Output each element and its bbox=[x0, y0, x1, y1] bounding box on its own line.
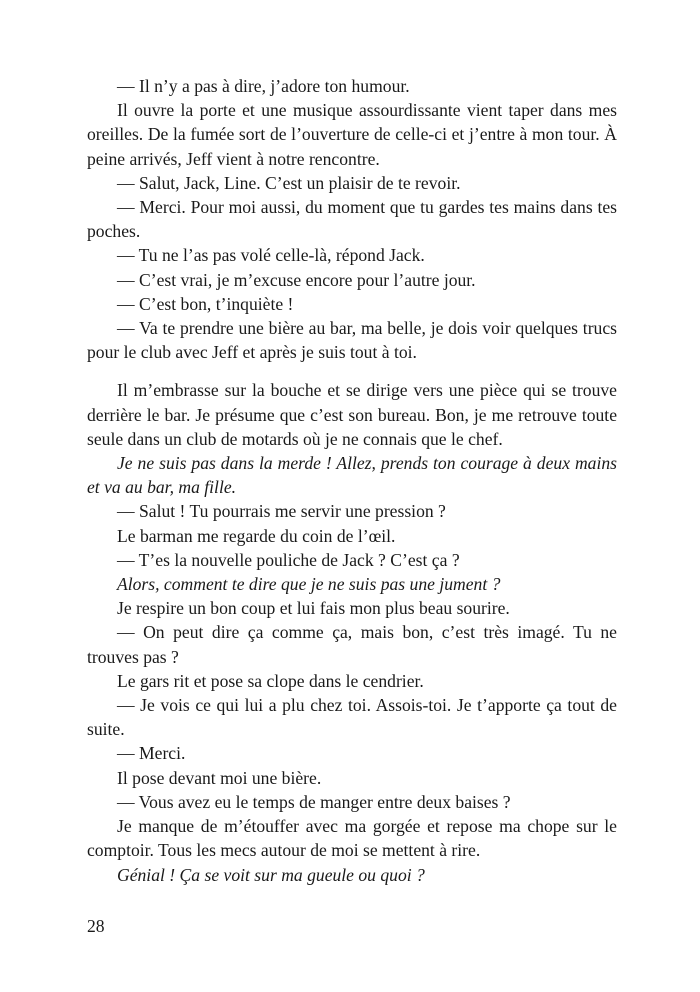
paragraph: — Salut ! Tu pourrais me servir une pression ? bbox=[117, 501, 446, 522]
italic-thought: Je ne suis pas dans la merde ! Allez, prends ton courage à deux mains et va au bar, ma fille. bbox=[87, 453, 617, 498]
paragraph: — On peut dire ça comme ça, mais bon, c’est très imagé. Tu ne trouves pas ? bbox=[87, 622, 617, 667]
paragraph: — Vous avez eu le temps de manger entre deux baises ? bbox=[117, 791, 511, 812]
paragraph: — Il n’y a pas à dire, j’adore ton humour. bbox=[117, 76, 410, 96]
paragraph: Je respire un bon coup et lui fais mon plus beau sourire. bbox=[117, 598, 510, 619]
paragraph: Il ouvre la porte et une musique assourdissante vient taper dans mes oreilles. De la fumée sort de l’ouverture de celle-ci et j’entre à mon tour. À peine arrivés, Jeff vient à notre rencontre. bbox=[87, 100, 617, 169]
paragraph: — T’es la nouvelle pouliche de Jack ? C’est ça ? bbox=[117, 549, 460, 570]
page-number: 28 bbox=[87, 916, 105, 936]
italic-thought: Alors, comment te dire que je ne suis pas une jument ? bbox=[117, 574, 501, 595]
paragraph: — Merci. Pour moi aussi, du moment que tu gardes tes mains dans tes poches. bbox=[87, 197, 617, 242]
paragraph: Le gars rit et pose sa clope dans le cendrier. bbox=[117, 670, 424, 691]
section-break bbox=[87, 364, 617, 378]
paragraph: Il pose devant moi une bière. bbox=[117, 767, 322, 788]
paragraph: — Va te prendre une bière au bar, ma belle, je dois voir quelques trucs pour le club avec Jeff et après je suis tout à toi. bbox=[87, 318, 617, 363]
paragraph: Le barman me regarde du coin de l’œil. bbox=[117, 525, 396, 546]
paragraph: — C’est bon, t’inquiète ! bbox=[117, 293, 294, 314]
paragraph: — Tu ne l’as pas volé celle-là, répond Jack. bbox=[117, 245, 425, 266]
paragraph: — Salut, Jack, Line. C’est un plaisir de te revoir. bbox=[117, 172, 461, 193]
italic-thought: Génial ! Ça se voit sur ma gueule ou quoi ? bbox=[117, 864, 425, 885]
paragraph: — C’est vrai, je m’excuse encore pour l’autre jour. bbox=[117, 269, 476, 290]
paragraph: — Merci. bbox=[117, 743, 186, 764]
page-body bbox=[87, 74, 617, 887]
paragraph: Il m’embrasse sur la bouche et se dirige vers une pièce qui se trouve derrière le bar. Je présume que c’est son bureau. Bon, je me retrouve toute seule dans un club de motards où je ne connais que le chef. bbox=[87, 380, 617, 449]
paragraph: — Je vois ce qui lui a plu chez toi. Assois-toi. Je t’apporte ça tout de suite. bbox=[87, 695, 617, 740]
paragraph: Je manque de m’étouffer avec ma gorgée et repose ma chope sur le comptoir. Tous les mecs autour de moi se mettent à rire. bbox=[87, 816, 617, 861]
